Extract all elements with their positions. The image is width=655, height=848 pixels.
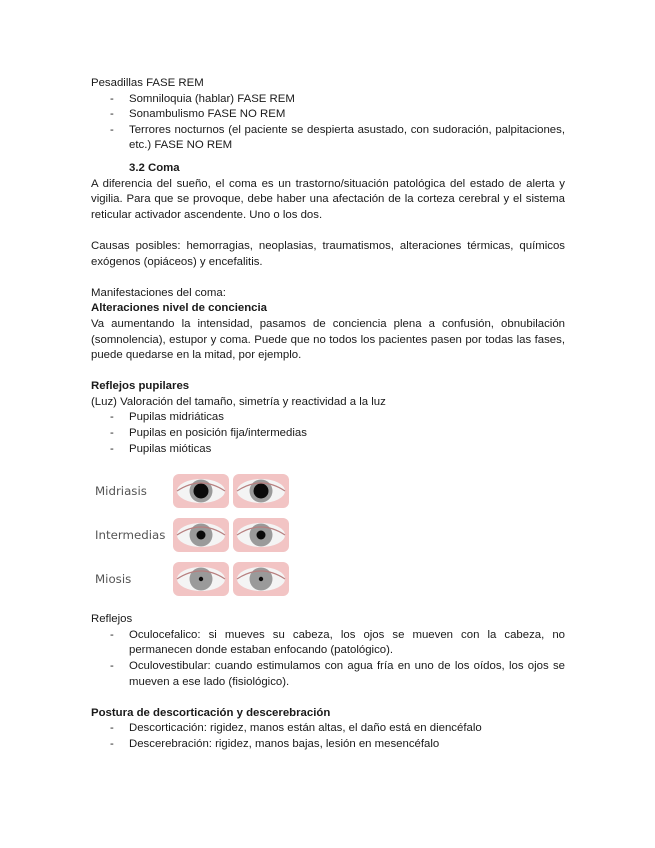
eye xyxy=(233,518,289,552)
document-page xyxy=(91,76,565,753)
eye-pair-image xyxy=(173,518,293,552)
pesadillas-title: Pesadillas FASE REM xyxy=(91,77,204,89)
consciousness-title: Alteraciones nivel de conciencia xyxy=(91,302,267,315)
figure-label: Midriasis xyxy=(95,484,147,499)
eye-pupil xyxy=(254,484,269,499)
pesadillas-list xyxy=(91,92,565,154)
list-item: - Terrores nocturnos (el paciente se despierta asustado, con sudoración, palpitaciones, etc.) FASE NO REM xyxy=(91,123,565,154)
reflexes-title: Reflejos xyxy=(91,613,133,626)
reflexes-list xyxy=(91,628,565,690)
pupil-size-figure xyxy=(93,474,293,594)
figure-label: Miosis xyxy=(95,572,132,587)
figure-label: Intermedias xyxy=(95,528,166,543)
coma-causes: Causas posibles: hemorragias, neoplasias, traumatismos, alteraciones térmicas, químicos exógenos (opiáceos) y encefalitis. xyxy=(91,239,565,268)
list-item: - Oculovestibular: cuando estimulamos con agua fría en uno de los oídos, los ojos se mueven a ese lado (fisiológico). xyxy=(91,659,565,690)
coma-intro: A diferencia del sueño, el coma es un trastorno/situación patológica del estado de alerta y vigilia. Para que se provoque, debe haber una afectación de la corteza cerebral y el sistema reticular activador ascendente. Uno o los dos. xyxy=(91,177,565,221)
list-item: - Pupilas mióticas xyxy=(91,442,565,458)
figure-row-midriasis xyxy=(93,474,293,508)
list-item: - Pupilas midriáticas xyxy=(91,410,565,426)
pupils-list xyxy=(91,410,565,457)
posture-list xyxy=(91,721,565,752)
coma-heading: 3.2 Coma xyxy=(129,161,180,174)
list-item: - Oculocefalico: si mueves su cabeza, los ojos se mueven con la cabeza, no permanecen donde estaban enfocando (patológico). xyxy=(91,628,565,659)
list-item: - Pupilas en posición fija/intermedias xyxy=(91,426,565,442)
figure-row-intermedias xyxy=(93,518,293,552)
eye-pupil xyxy=(257,531,266,540)
eye xyxy=(173,518,229,552)
list-item: - Descorticación: rigidez, manos están altas, el daño está en diencéfalo xyxy=(91,721,565,737)
eye xyxy=(233,474,289,508)
eye-pair-image xyxy=(173,474,293,508)
pupils-text: (Luz) Valoración del tamaño, simetría y reactividad a la luz xyxy=(91,395,386,408)
eye-pair-image xyxy=(173,562,293,596)
eye-pupil xyxy=(197,531,206,540)
list-item: - Descerebración: rigidez, manos bajas, lesión en mesencéfalo xyxy=(91,737,565,753)
eye xyxy=(173,562,229,596)
pupils-title: Reflejos pupilares xyxy=(91,380,190,393)
list-item: - Sonambulismo FASE NO REM xyxy=(91,107,565,123)
consciousness-text: Va aumentando la intensidad, pasamos de conciencia plena a confusión, obnubilación (somnolencia), estupor y coma. Puede que no todos los pacientes pasen por todas las fases, puede quedarse en la mitad, por ejemplo. xyxy=(91,317,565,362)
eye xyxy=(233,562,289,596)
eye xyxy=(173,474,229,508)
eye-pupil xyxy=(194,484,209,499)
eye-pupil xyxy=(259,577,263,581)
manifestations-label: Manifestaciones del coma: xyxy=(91,286,226,299)
figure-row-miosis xyxy=(93,562,293,596)
posture-title: Postura de descorticación y descerebración xyxy=(91,706,331,719)
eye-pupil xyxy=(199,577,203,581)
list-item: - Somniloquia (hablar) FASE REM xyxy=(91,92,565,108)
